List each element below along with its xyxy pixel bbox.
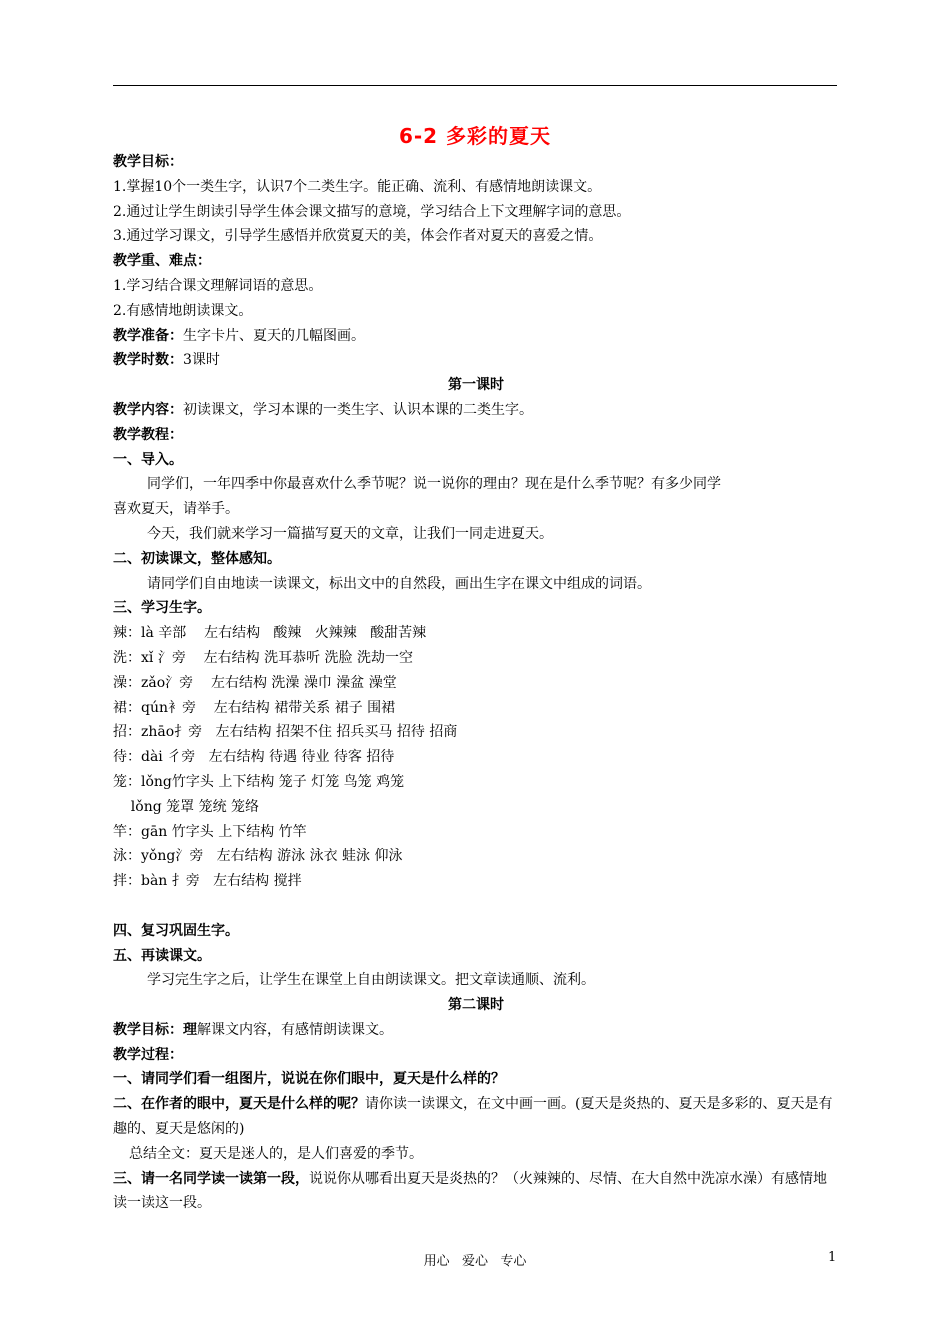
key-point-item: 1.学习结合课文理解词语的意思。 bbox=[113, 277, 323, 294]
step5-heading: 五、再读课文。 bbox=[113, 947, 211, 964]
lesson2-goal-label: 教学目标：理 bbox=[113, 1021, 197, 1038]
step1-paragraph-2: 今天，我们就来学习一篇描写夏天的文章，让我们一同走进夏天。 bbox=[147, 525, 553, 542]
lesson2-step2-bold: 二、在作者的眼中，夏天是什么样的呢？ bbox=[113, 1096, 365, 1113]
hours-text: 3课时 bbox=[183, 352, 220, 369]
lesson2-step2 bbox=[113, 1092, 839, 1142]
lesson2-step3 bbox=[113, 1167, 839, 1217]
char-row: 招：zhāo扌旁 左右结构 招架不住 招兵买马 招待 招商 bbox=[113, 724, 458, 741]
lesson2-goal-text: 解课文内容，有感情朗读课文。 bbox=[197, 1021, 393, 1038]
header-rule bbox=[113, 85, 837, 86]
lesson2-step2-text: 请你读一读课文，在文中画一画。(夏天是炎热的、夏天是多彩的、夏天是有趣的、夏天是悠闲的) bbox=[113, 1096, 833, 1138]
step1-paragraph-cont: 喜欢夏天，请举手。 bbox=[113, 501, 239, 518]
hours-line bbox=[113, 348, 839, 373]
lesson2-step3-bold: 三、请一名同学读一读第一段， bbox=[113, 1170, 309, 1187]
lesson2-summary: 总结全文：夏天是迷人的，是人们喜爱的季节。 bbox=[129, 1145, 423, 1162]
lesson1-content-line bbox=[113, 398, 839, 423]
footer-motto: 用心 爱心 专心 bbox=[423, 1254, 527, 1269]
page-number: 1 bbox=[828, 1250, 837, 1265]
char-row: 裙：qún衤旁 左右结构 裙带关系 裙子 围裙 bbox=[113, 699, 396, 716]
step3-heading: 三、学习生字。 bbox=[113, 600, 211, 617]
step5-paragraph: 学习完生字之后，让学生在课堂上自由朗读课文。把文章读通顺、流利。 bbox=[147, 972, 595, 989]
lesson1-content-text: 初读课文，学习本课的一类生字、认识本课的二类生字。 bbox=[183, 401, 533, 418]
objective-item: 3.通过学习课文，引导学生感悟并欣赏夏天的美，体会作者对夏天的喜爱之情。 bbox=[113, 228, 603, 245]
char-row: 笼：lǒng竹字头 上下结构 笼子 灯笼 鸟笼 鸡笼 bbox=[113, 773, 405, 790]
hours-label: 教学时数： bbox=[113, 352, 183, 369]
key-points-heading: 教学重、难点： bbox=[113, 253, 211, 270]
char-row: 泳：yǒng氵旁 左右结构 游泳 泳衣 蛙泳 仰泳 bbox=[113, 848, 403, 865]
char-row: 辣：là 辛部 左右结构 酸辣 火辣辣 酸甜苦辣 bbox=[113, 625, 427, 642]
key-point-item: 2.有感情地朗读课文。 bbox=[113, 302, 253, 319]
char-row: 竿：gān 竹字头 上下结构 竹竿 bbox=[113, 823, 307, 840]
lesson2-heading: 第二课时 bbox=[448, 997, 504, 1014]
page-title: 6-2 多彩的夏天 bbox=[398, 124, 552, 148]
lesson2-step1: 一、请同学们看一组图片，说说在你们眼中，夏天是什么样的？ bbox=[113, 1071, 505, 1088]
step2-heading: 二、初读课文，整体感知。 bbox=[113, 550, 281, 567]
objectives-heading: 教学目标： bbox=[113, 154, 183, 170]
char-row: 洗：xǐ 氵旁 左右结构 洗耳恭听 洗脸 洗劫一空 bbox=[113, 649, 413, 666]
objective-item: 1.掌握10个一类生字，认识7个二类生字。能正确、流利、有感情地朗读课文。 bbox=[113, 178, 602, 195]
char-row: 待：dài 彳旁 左右结构 待遇 待业 待客 招待 bbox=[113, 749, 395, 766]
step1-heading: 一、导入。 bbox=[113, 451, 183, 468]
step2-paragraph: 请同学们自由地读一读课文，标出文中的自然段，画出生字在课文中组成的词语。 bbox=[147, 575, 651, 592]
lesson1-process-heading: 教学教程： bbox=[113, 426, 183, 443]
blank-line bbox=[113, 894, 839, 919]
prep-text: 生字卡片、夏天的几幅图画。 bbox=[183, 327, 365, 344]
char-row: 澡：zǎo氵旁 左右结构 洗澡 澡巾 澡盆 澡堂 bbox=[113, 674, 397, 691]
lesson2-goal-line bbox=[113, 1018, 839, 1043]
prep-label: 教学准备： bbox=[113, 327, 183, 344]
step1-paragraph: 同学们，一年四季中你最喜欢什么季节呢？说一说你的理由？现在是什么季节呢？有多少同学 bbox=[147, 476, 721, 493]
prep-line bbox=[113, 324, 839, 349]
lesson2-process-heading: 教学过程： bbox=[113, 1046, 183, 1063]
document-body bbox=[113, 150, 839, 1216]
objective-item: 2.通过让学生朗读引导学生体会课文描写的意境，学习结合上下文理解字词的意思。 bbox=[113, 203, 631, 220]
lesson1-heading: 第一课时 bbox=[448, 377, 504, 394]
char-row: 拌：bàn 扌旁 左右结构 搅拌 bbox=[113, 873, 302, 890]
lesson1-content-label: 教学内容： bbox=[113, 401, 183, 418]
char-row: lǒng 笼罩 笼统 笼络 bbox=[113, 798, 260, 815]
lesson2-step3-text: 说说你从哪看出夏天是炎热的？（火辣辣的、尽情、在大自然中洗凉水澡）有感情地读一读这一段。 bbox=[113, 1170, 827, 1212]
step4-heading: 四、复习巩固生字。 bbox=[113, 922, 239, 939]
